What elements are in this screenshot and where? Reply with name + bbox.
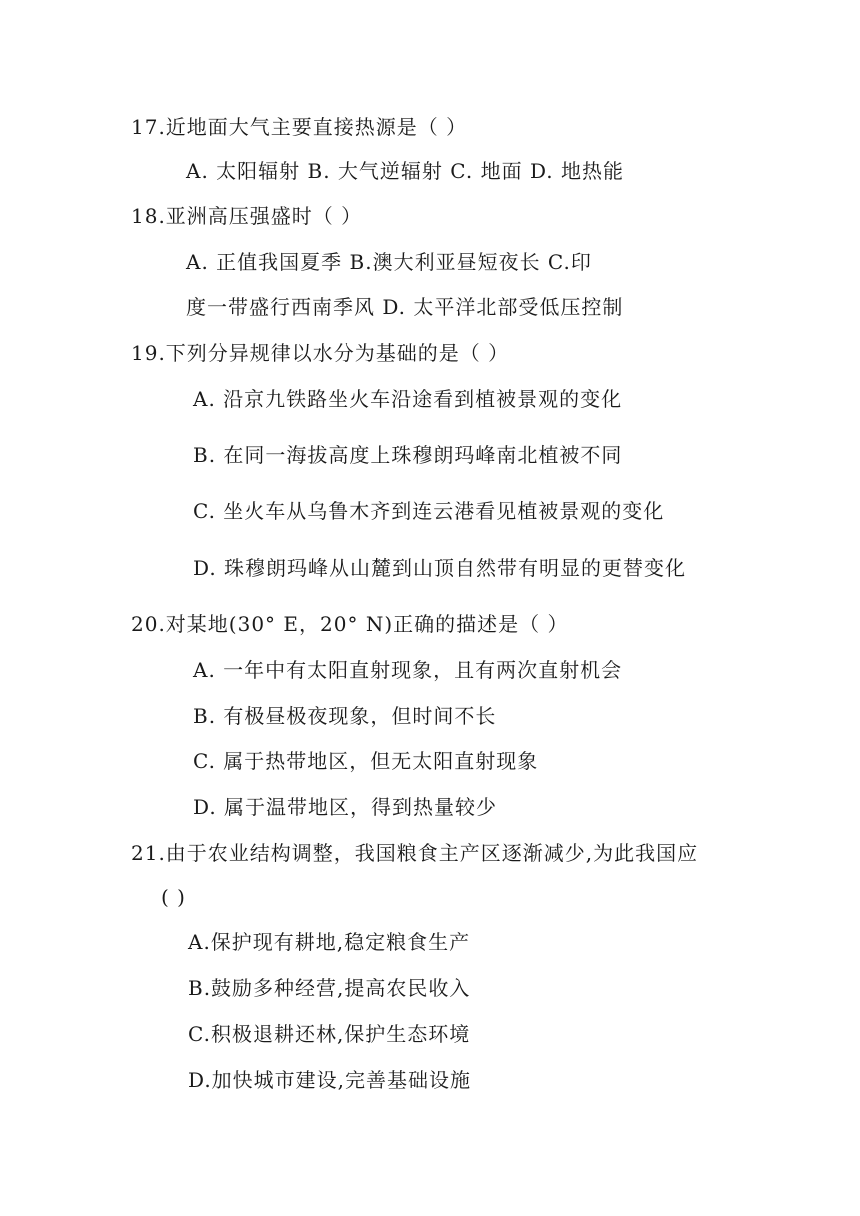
question-21-option-b: B.鼓励多种经营,提高农民收入: [188, 976, 471, 1000]
question-17-stem: 17.近地面大气主要直接热源是（ ）: [131, 115, 468, 139]
question-17-options: A. 太阳辐射 B. 大气逆辐射 C. 地面 D. 地热能: [186, 159, 624, 183]
question-19-option-c: C. 坐火车从乌鲁木齐到连云港看见植被景观的变化: [193, 499, 665, 523]
question-18-options-line1: A. 正值我国夏季 B.澳大利亚昼短夜长 C.印: [186, 250, 592, 274]
question-18-stem: 18.亚洲高压强盛时（ ）: [131, 204, 363, 228]
question-19-option-a: A. 沿京九铁路坐火车沿途看到植被景观的变化: [193, 387, 623, 411]
question-21-answer-blank: ( ): [161, 885, 186, 909]
question-19-option-b: B. 在同一海拔高度上珠穆朗玛峰南北植被不同: [193, 443, 623, 467]
question-20-option-b: B. 有极昼极夜现象，但时间不长: [193, 704, 497, 728]
question-19-option-d: D. 珠穆朗玛峰从山麓到山顶自然带有明显的更替变化: [193, 556, 687, 580]
question-20-option-c: C. 属于热带地区，但无太阳直射现象: [193, 749, 539, 773]
question-20-option-d: D. 属于温带地区，得到热量较少: [193, 795, 498, 819]
question-19-stem: 19.下列分异规律以水分为基础的是（ ）: [131, 341, 510, 365]
question-21-stem: 21.由于农业结构调整，我国粮食主产区逐渐减少,为此我国应: [131, 841, 699, 865]
question-21-option-d: D.加快城市建设,完善基础设施: [188, 1068, 472, 1092]
question-20-option-a: A. 一年中有太阳直射现象，且有两次直射机会: [193, 658, 623, 682]
question-20-stem: 20.对某地(30° E，20° N)正确的描述是（ ）: [131, 612, 569, 636]
question-18-options-line2: 度一带盛行西南季风 D. 太平洋北部受低压控制: [186, 295, 624, 319]
question-21-option-c: C.积极退耕还林,保护生态环境: [188, 1022, 471, 1046]
question-21-option-a: A.保护现有耕地,稳定粮食生产: [188, 930, 471, 954]
